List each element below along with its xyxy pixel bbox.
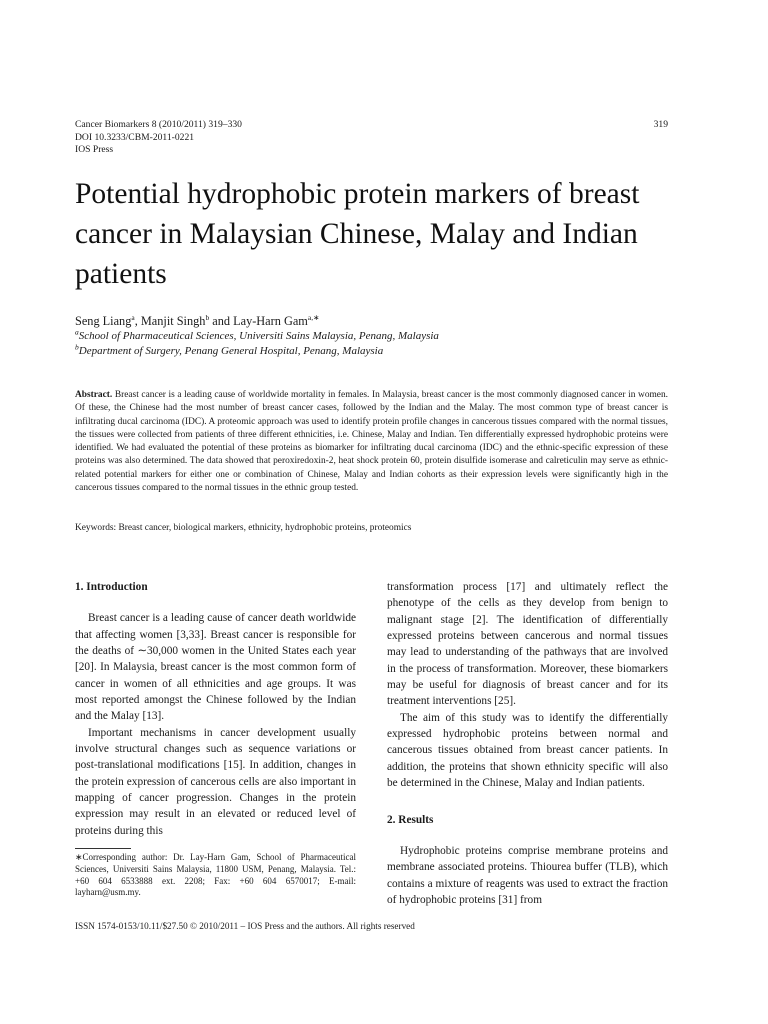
author-list (75, 314, 319, 329)
author-affil-mark: b (205, 312, 210, 322)
author-affil-mark: a (131, 312, 135, 322)
footnote-rule (75, 848, 131, 849)
issn-line: ISSN 1574-0153/10.11/$27.50 © 2010/2011 – IOS Press and the authors. All rights reserved (75, 921, 415, 931)
affiliation (75, 327, 439, 342)
left-column (75, 579, 356, 839)
body-paragraph: Hydrophobic proteins comprise membrane proteins and membrane associated proteins. Thiourea buffer (TLB), which contains a mixture of reagents was used to extract the fraction of hydrophobic proteins [31] from (387, 844, 668, 906)
page-number: 319 (653, 119, 668, 130)
corresponding-author-footnote: ∗Corresponding author: Dr. Lay-Harn Gam, School of Pharmaceutical Sciences, Universiti Sains Malaysia, 11800 USM, Penang, Malaysia. Tel.: +60 604 6533888 ext. 2208; Fax: +60 604 6570017; E-mail: layharn@usm.my. (75, 852, 356, 898)
body-paragraph: The aim of this study was to identify the differentially expressed hydrophobic proteins between normal and cancerous tissues obtained from breast cancer patients. In addition, the proteins that shown ethnicity specific will also be determined in the Chinese, Malay and Indian patients. (387, 711, 668, 790)
author-separator: , (134, 314, 141, 328)
author-name: Seng Liang (75, 314, 132, 328)
keywords (75, 523, 668, 533)
doi-line: DOI 10.3233/CBM-2011-0221 (75, 131, 195, 143)
journal-line: Cancer Biomarkers 8 (2010/2011) 319–330 (75, 119, 242, 130)
keywords-text: Breast cancer, biological markers, ethnicity, hydrophobic proteins, proteomics (118, 523, 412, 533)
right-column (387, 579, 668, 908)
body-paragraph: Breast cancer is a leading cause of cancer death worldwide that affecting women [3,33]. Breast cancer is responsible for the deaths of ∼30,000 women in the United States each year [20]. In Malaysia, breast cancer is the most common form of cancer in women of all ethnicities and age groups. It was most reported amongst the Chinese followed by the Indian and the Malay [13]. (75, 612, 356, 723)
affiliation-text: School of Pharmaceutical Sciences, Universiti Sains Malaysia, Penang, Malaysia (78, 330, 439, 342)
abstract-text: Breast cancer is a leading cause of worldwide mortality in females. In Malaysia, breast cancer is the most commonly diagnosed cancer in women. Of these, the Chinese had the most number of breast cancer cases, followed by the Indian and the Malay. The most common type of breast cancer is infiltrating ducal carcinoma (IDC). A proteomic approach was used to identify protein profile changes in cancerous tissues compared with the normal tissues, the tissues were collected from patients of three different ethnicities, i.e. Chinese, Malay and Indian. Ten differentially expressed hydrophobic proteins were identified. We had evaluated the potential of these proteins as biomarker for infiltrating ducal carcinoma (IDC) and the ethnic-specific expression of these proteins was also determined. The data showed that peroxiredoxin-2, heat shock protein 60, protein disulfide isomerase and calreticulin may serve as ethnic-related potential markers for either one or combination of Chinese, Malay and Indian cohorts as their expression levels were significantly high in the cancerous tissues compared to the normal tissues in the ethnic group tested. (75, 390, 668, 494)
publisher-line: IOS Press (75, 144, 114, 155)
body-paragraph: Important mechanisms in cancer development usually involve structural changes such as sequence variations or post-translational modifications [15]. In addition, changes in the protein expression of cancerous cells are also important in mapping of cancer progression. Changes in the protein expression may result in an elevated or reduced level of proteins during this (75, 726, 356, 837)
section-heading-results: 2. Results (387, 814, 434, 827)
body-paragraph: transformation process [17] and ultimately reflect the phenotype of the cells as they develop from benign to malignant stage [2]. The identification of differentially expressed proteins between cancerous and normal tissues may lead to understanding of the pathways that are involved in the process of transformation. Moreover, these biomarkers may be useful for diagnosis of breast cancer and for its treatment interventions [25]. (387, 581, 668, 708)
affiliation (75, 342, 384, 357)
author-name: Manjit Singh (140, 314, 206, 328)
article-title: Potential hydrophobic protein markers of breast cancer in Malaysian Chinese, Malay and Indian patients (75, 178, 640, 290)
affiliation-text: Department of Surgery, Penang General Hospital, Penang, Malaysia (78, 345, 384, 357)
author-separator: and (209, 314, 234, 328)
affiliation-mark: b (75, 342, 79, 352)
author-name: Lay-Harn Gam (233, 314, 308, 328)
author-affil-mark: a,∗ (307, 312, 320, 322)
abstract (75, 389, 668, 495)
keywords-label: Keywords: (75, 523, 117, 533)
section-heading-introduction: 1. Introduction (75, 581, 148, 593)
running-header (75, 119, 242, 157)
abstract-label: Abstract. (75, 390, 113, 400)
affiliation-mark: a (75, 327, 79, 337)
